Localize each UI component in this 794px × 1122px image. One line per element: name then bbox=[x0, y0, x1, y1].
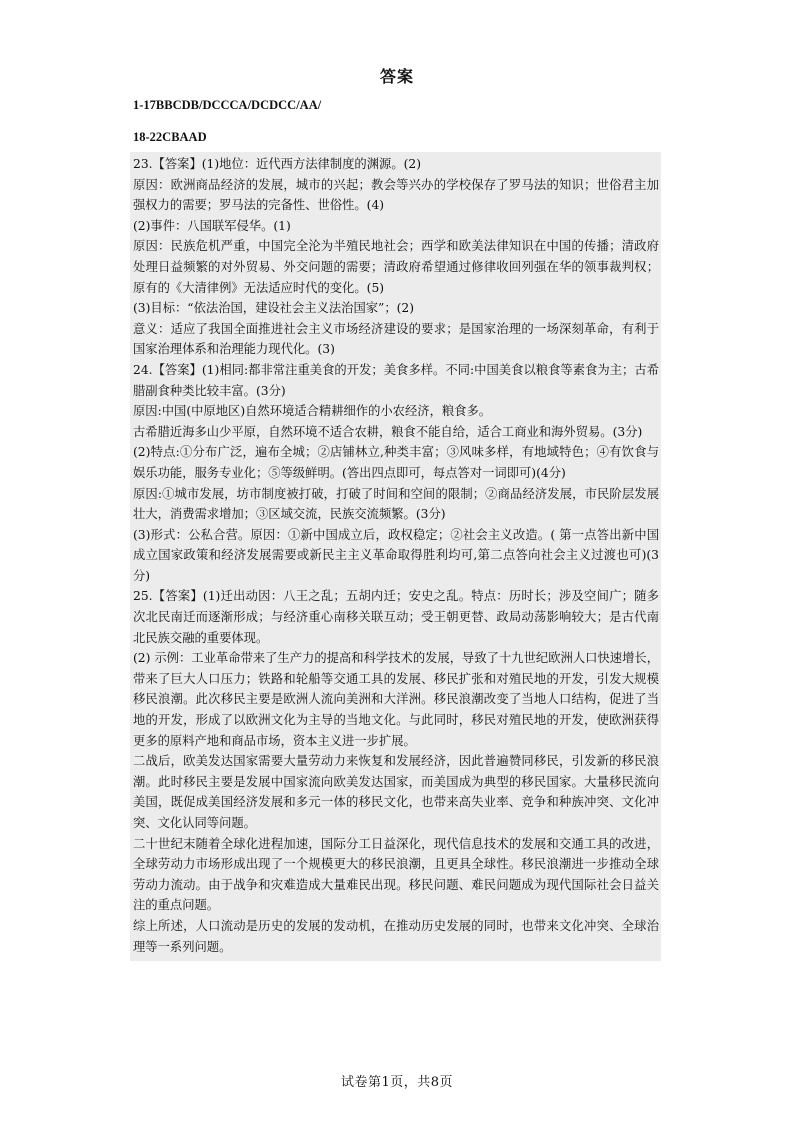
paragraph: 24.【答案】(1)相同:都非常注重美食的开发；美食多样。不同:中国美食以粮食等素食为主；古希腊副食种类比较丰富。(3分) bbox=[133, 362, 659, 398]
paragraph: (2) 示例：工业革命带来了生产力的提高和科学技术的发展，导致了十九世纪欧洲人口快速增长，带来了巨大人口压力；铁路和轮船等交通工具的发展、移民扩张和对殖民地的开发，引发大规模移民浪潮。此次移民主要是欧洲人流向美洲和大洋洲。移民浪潮改变了当地人口结构，促进了当地的开发，形成了以欧洲文化为主导的当地文化。与此同时，移民对殖民地的开发，使欧洲获得更多的原料产地和商品市场，资本主义进一步扩展。 bbox=[133, 651, 659, 748]
answer-key-line-2: 18-22CBAAD bbox=[133, 130, 207, 144]
answer-explanations bbox=[130, 152, 661, 961]
paragraph: (2)特点:①分布广泛，遍布全城；②店铺林立,种类丰富；③风味多样，有地域特色；④有饮食与娱乐功能，服务专业化；⑤等级鲜明。(答出四点即可，每点答对一词即可)(4分) bbox=[133, 445, 659, 480]
paragraph: (2)事件：八国联军侵华。(1) bbox=[133, 218, 291, 233]
paragraph: 二十世纪末随着全球化进程加速，国际分工日益深化，现代信息技术的发展和交通工具的改进，全球劳动力市场形成出现了一个规模更大的移民浪潮，且更具全球性。移民浪潮进一步推动全球劳动力流动。由于战争和灾难造成大量难民出现。移民问题、难民问题成为现代国际社会日益关注的重点问题。 bbox=[133, 836, 659, 913]
paragraph: 原因:①城市发展，坊市制度被打破，打破了时间和空间的限制；②商品经济发展，市民阶层发展壮大，消费需求增加；③区域交流，民族交流频繁。(3分) bbox=[133, 486, 659, 522]
paragraph: 古希腊近海多山少平原，自然环境不适合农耕，粮食不能自给，适合工商业和海外贸易。(3分) bbox=[133, 424, 643, 439]
paragraph: (3)目标：“依法治国，建设社会主义法治国家”；(2) bbox=[133, 301, 415, 316]
paragraph: 综上所述，人口流动是历史的发展的发动机，在推动历史发展的同时，也带来文化冲突、全球治理等一系列问题。 bbox=[133, 918, 659, 954]
paragraph: (3)形式：公私合营。原因：①新中国成立后，政权稳定；②社会主义改造。( 第一点答出新中国成立国家政策和经济发展需要或新民主主义革命取得胜利均可,第二点答向社会主义过渡也可)(3分) bbox=[133, 527, 659, 583]
page-title: 答案 bbox=[379, 67, 414, 86]
paragraph: 二战后，欧美发达国家需要大量劳动力来恢复和发展经济，因此普遍赞同移民，引发新的移民浪潮。此时移民主要是发展中国家流向欧美发达国家，而美国成为典型的移民国家。大量移民流向美国，既促成美国经济发展和多元一体的移民文化，也带来高失业率、竞争和种族冲突、文化冲突、文化认同等问题。 bbox=[133, 754, 659, 830]
paragraph: 原因:中国(中原地区)自然环境适合精耕细作的小农经济，粮食多。 bbox=[133, 404, 492, 419]
page-footer: 试卷第1页，共8页 bbox=[340, 1075, 454, 1090]
paragraph: 原因：民族危机严重，中国完全沦为半殖民地社会；西学和欧美法律知识在中国的传播；清政府处理日益频繁的对外贸易、外交问题的需要；清政府希望通过修律收回列强在华的领事裁判权；原有的《大清律例》无法适应时代的变化。(5) bbox=[133, 239, 659, 295]
paragraph: 意义：适应了我国全面推进社会主义市场经济建设的要求；是国家治理的一场深刻革命，有利于国家治理体系和治理能力现代化。(3) bbox=[133, 321, 659, 357]
paragraph: 23.【答案】(1)地位：近代西方法律制度的渊源。(2) bbox=[133, 157, 422, 171]
paragraph: 原因：欧洲商品经济的发展，城市的兴起；教会等兴办的学校保存了罗马法的知识；世俗君主加强权力的需要；罗马法的完备性、世俗性。(4) bbox=[133, 177, 659, 213]
paragraph: 25.【答案】(1)迁出动因：八王之乱；五胡内迁；安史之乱。特点：历时长；涉及空间广；随多次北民南迁而逐渐形成；与经济重心南移关联互动；受王朝更替、政局动荡影响较大；是古代南北民族交融的重要体现。 bbox=[133, 589, 659, 645]
answer-key-line-1: 1-17BBCDB/DCCCA/DCDCC/AA/ bbox=[133, 98, 322, 112]
